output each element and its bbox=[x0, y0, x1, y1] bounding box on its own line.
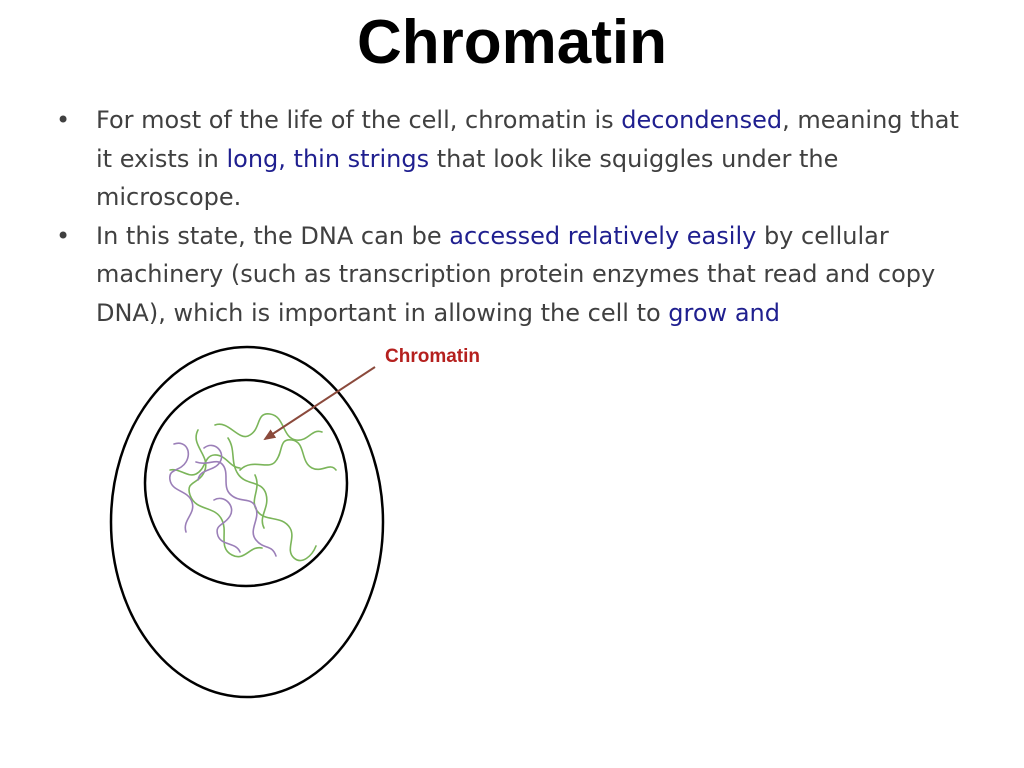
bullet-text-segment: by cellular machinery (such as transcription protein enzymes that read and copy DNA), which is important in allowing the cell to bbox=[96, 221, 936, 327]
bullet-marker: • bbox=[56, 106, 71, 134]
pointer-arrow bbox=[265, 367, 375, 439]
nucleus bbox=[145, 380, 347, 586]
highlighted-term: long, thin strings bbox=[226, 144, 430, 173]
highlighted-term: decondensed bbox=[621, 106, 783, 134]
chromatin-label: Chromatin bbox=[385, 346, 480, 367]
chromatin-strand-green bbox=[240, 440, 336, 470]
highlighted-term: accessed relatively easily bbox=[449, 221, 757, 250]
bullet-marker: • bbox=[56, 221, 71, 250]
chromatin-strand-green bbox=[189, 430, 262, 557]
bullet-text-segment: that look like squiggles under the microscope. bbox=[96, 144, 839, 211]
bullet-text-segment: For most of the life of the cell, chromatin is bbox=[96, 106, 622, 134]
bullet-text-segment: , meaning that it exists in bbox=[96, 106, 959, 173]
bullet-text-segment: In this state, the DNA can be bbox=[96, 221, 450, 250]
chromatin-strand-purple bbox=[214, 498, 240, 552]
highlighted-term: grow and bbox=[668, 298, 780, 327]
slide-title: Chromatin bbox=[357, 8, 667, 77]
